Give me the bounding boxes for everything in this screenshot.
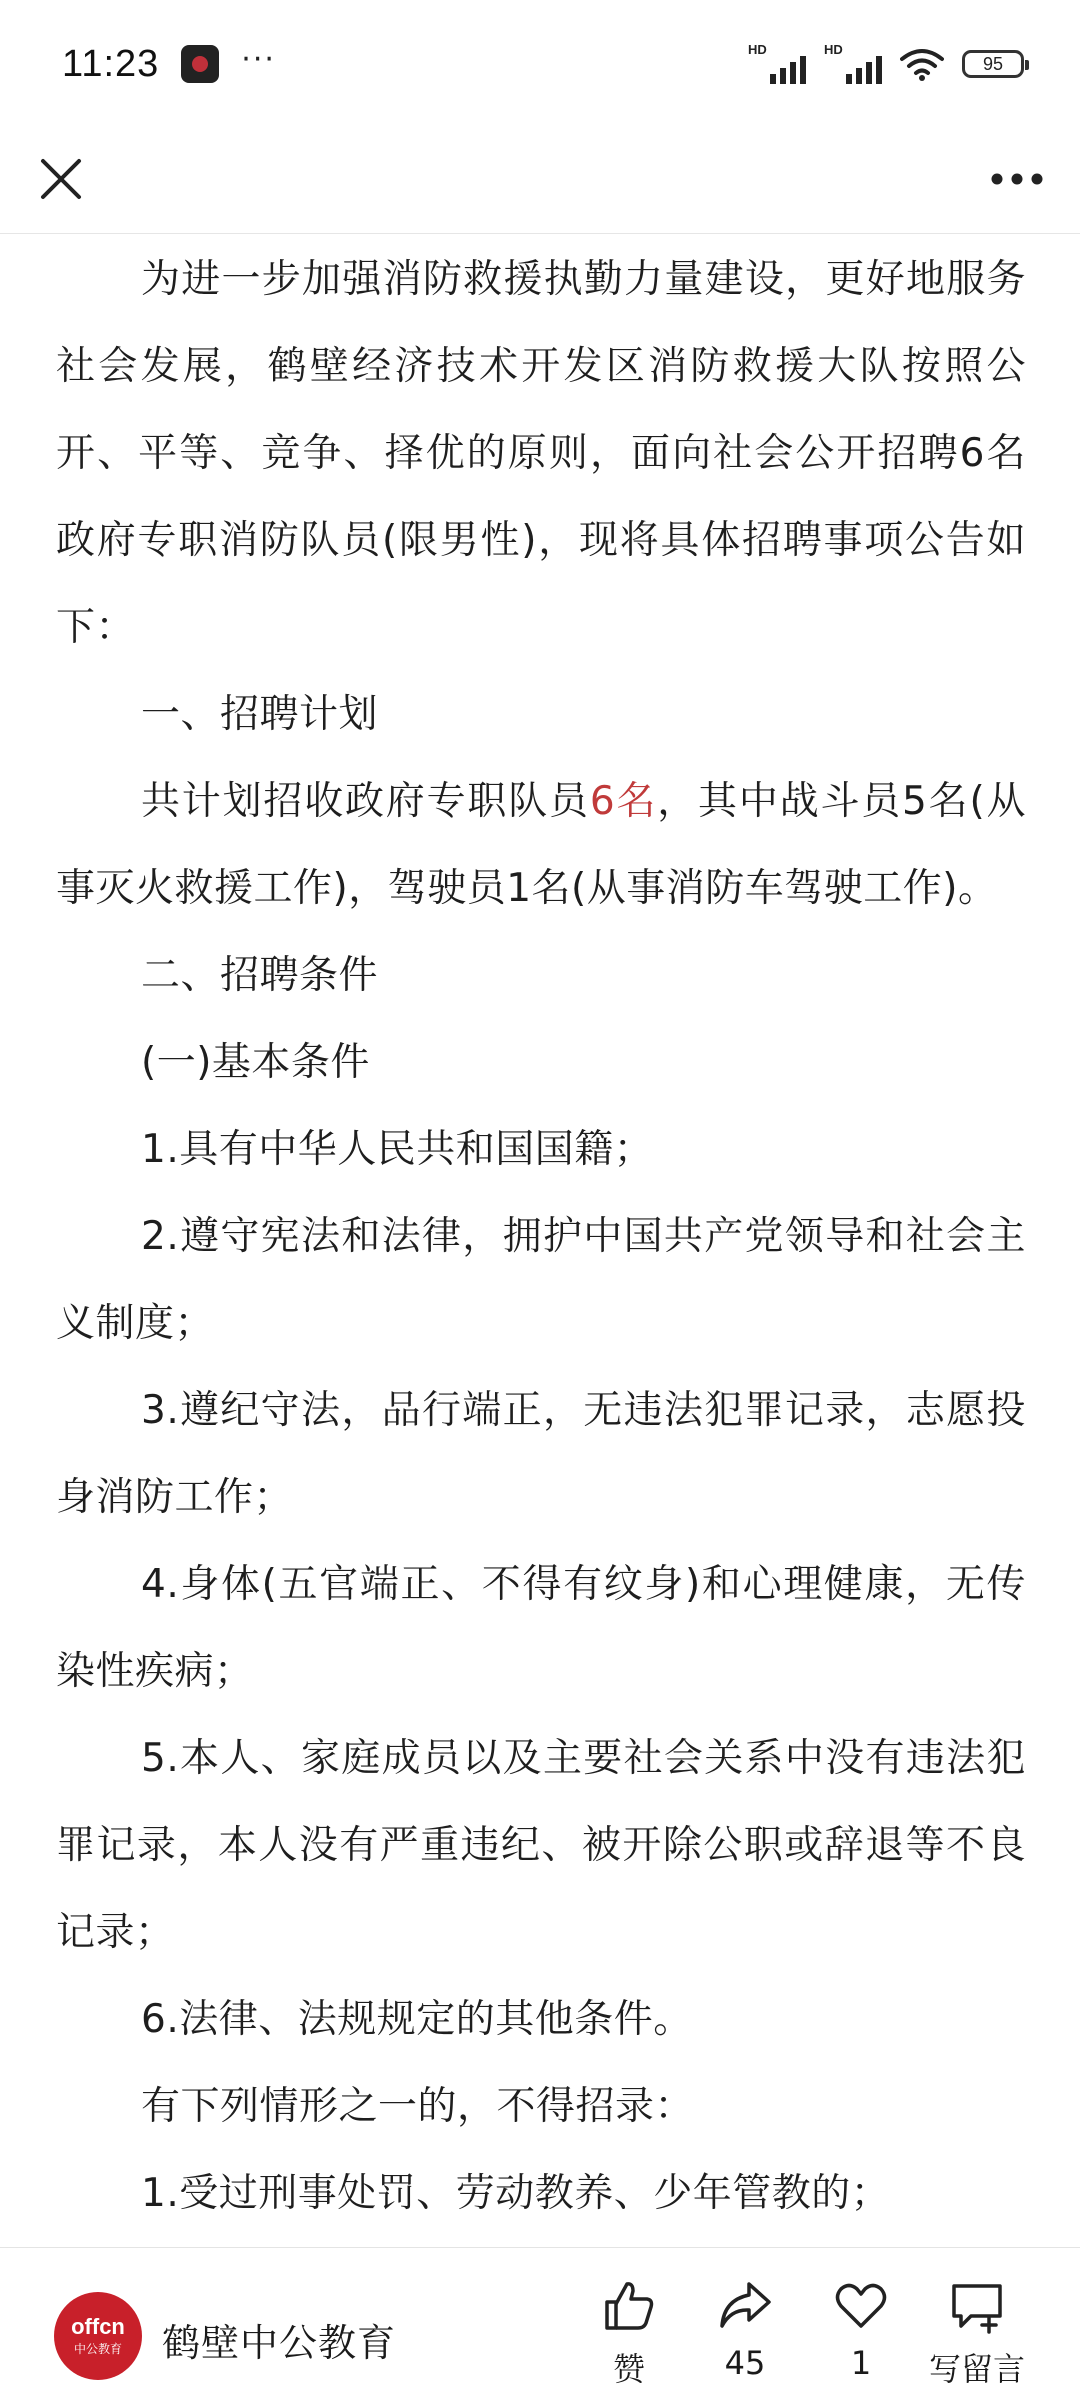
- status-bar: [0, 0, 1080, 128]
- more-options-button[interactable]: [984, 148, 1050, 210]
- condition-item-2: 2.遵守宪法和法律，拥护中国共产党领导和社会主义制度；: [56, 1214, 1026, 1346]
- exclusion-intro: 有下列情形之一的，不得招录：: [141, 2084, 695, 2129]
- exclusion-item-1: 1.受过刑事处罚、劳动教养、少年管教的；: [141, 2171, 891, 2216]
- heading-recruitment-conditions: 二、招聘条件: [141, 953, 379, 998]
- status-left: [62, 43, 276, 86]
- author-logo-text: offcn: [71, 2313, 125, 2339]
- author-avatar[interactable]: [54, 2292, 142, 2380]
- battery-level: 95: [982, 53, 1004, 74]
- close-button[interactable]: [30, 148, 92, 210]
- share-button[interactable]: [690, 2278, 800, 2382]
- like-label: 赞: [612, 2350, 645, 2388]
- status-time: 11:23: [62, 42, 160, 85]
- share-count: 45: [724, 2344, 766, 2382]
- condition-item-5: 5.本人、家庭成员以及主要社会关系中没有违法犯罪记录，本人没有严重违纪、被开除公职或辞退等不良记录；: [56, 1736, 1026, 1955]
- thumbs-up-icon: [601, 2278, 657, 2334]
- condition-item-3: 3.遵纪守法，品行端正，无违法犯罪记录，志愿投身消防工作；: [56, 1388, 1026, 1520]
- author-name[interactable]: 鹤壁中公教育: [162, 2321, 397, 2365]
- wifi-icon: [900, 47, 944, 81]
- battery-icon: [962, 50, 1024, 78]
- condition-item-6: 6.法律、法规规定的其他条件。: [141, 1997, 693, 2042]
- subheading-basic-conditions: (一)基本条件: [141, 1040, 370, 1085]
- comment-button[interactable]: [922, 2278, 1032, 2390]
- favorite-count: 1: [850, 2344, 872, 2382]
- more-notifications-icon: ···: [241, 41, 276, 77]
- heading-recruitment-plan: 一、招聘计划: [141, 692, 379, 737]
- condition-item-1: 1.具有中华人民共和国国籍；: [141, 1127, 654, 1172]
- top-nav-bar: [0, 128, 1080, 234]
- like-button[interactable]: [574, 2278, 684, 2390]
- share-arrow-icon: [717, 2278, 773, 2334]
- more-horizontal-icon: [991, 173, 1043, 185]
- condition-item-4: 4.身体(五官端正、不得有纹身)和心理健康，无传染性疾病；: [56, 1562, 1026, 1694]
- favorite-button[interactable]: [806, 2278, 916, 2382]
- author-logo-subtext: 中公教育: [73, 2341, 122, 2356]
- paragraph-intro: 为进一步加强消防救援执勤力量建设，更好地服务社会发展，鹤壁经济技术开发区消防救援大队按照公开、平等、竞争、择优的原则，面向社会公开招聘6名政府专职消防队员(限男性)，现将具体招聘事项公告如下：: [56, 257, 1026, 650]
- app-notification-icon: [181, 45, 219, 83]
- comment-label: 写留言: [928, 2350, 1025, 2388]
- bottom-action-bar: [0, 2247, 1080, 2403]
- signal-icon: HD: [748, 44, 806, 84]
- close-icon: [40, 158, 82, 200]
- signal-icon-2: HD: [824, 44, 882, 84]
- heart-icon: [833, 2278, 889, 2334]
- highlight-count: 6名: [589, 779, 658, 824]
- status-right: [748, 44, 1024, 84]
- comment-add-icon: [949, 2278, 1005, 2334]
- article-body: [56, 236, 1026, 2234]
- paragraph-plan-detail: 共计划招收政府专职队员6名，其中战斗员5名(从事灭火救援工作)，驾驶员1名(从事消防车驾驶工作)。: [56, 779, 1026, 911]
